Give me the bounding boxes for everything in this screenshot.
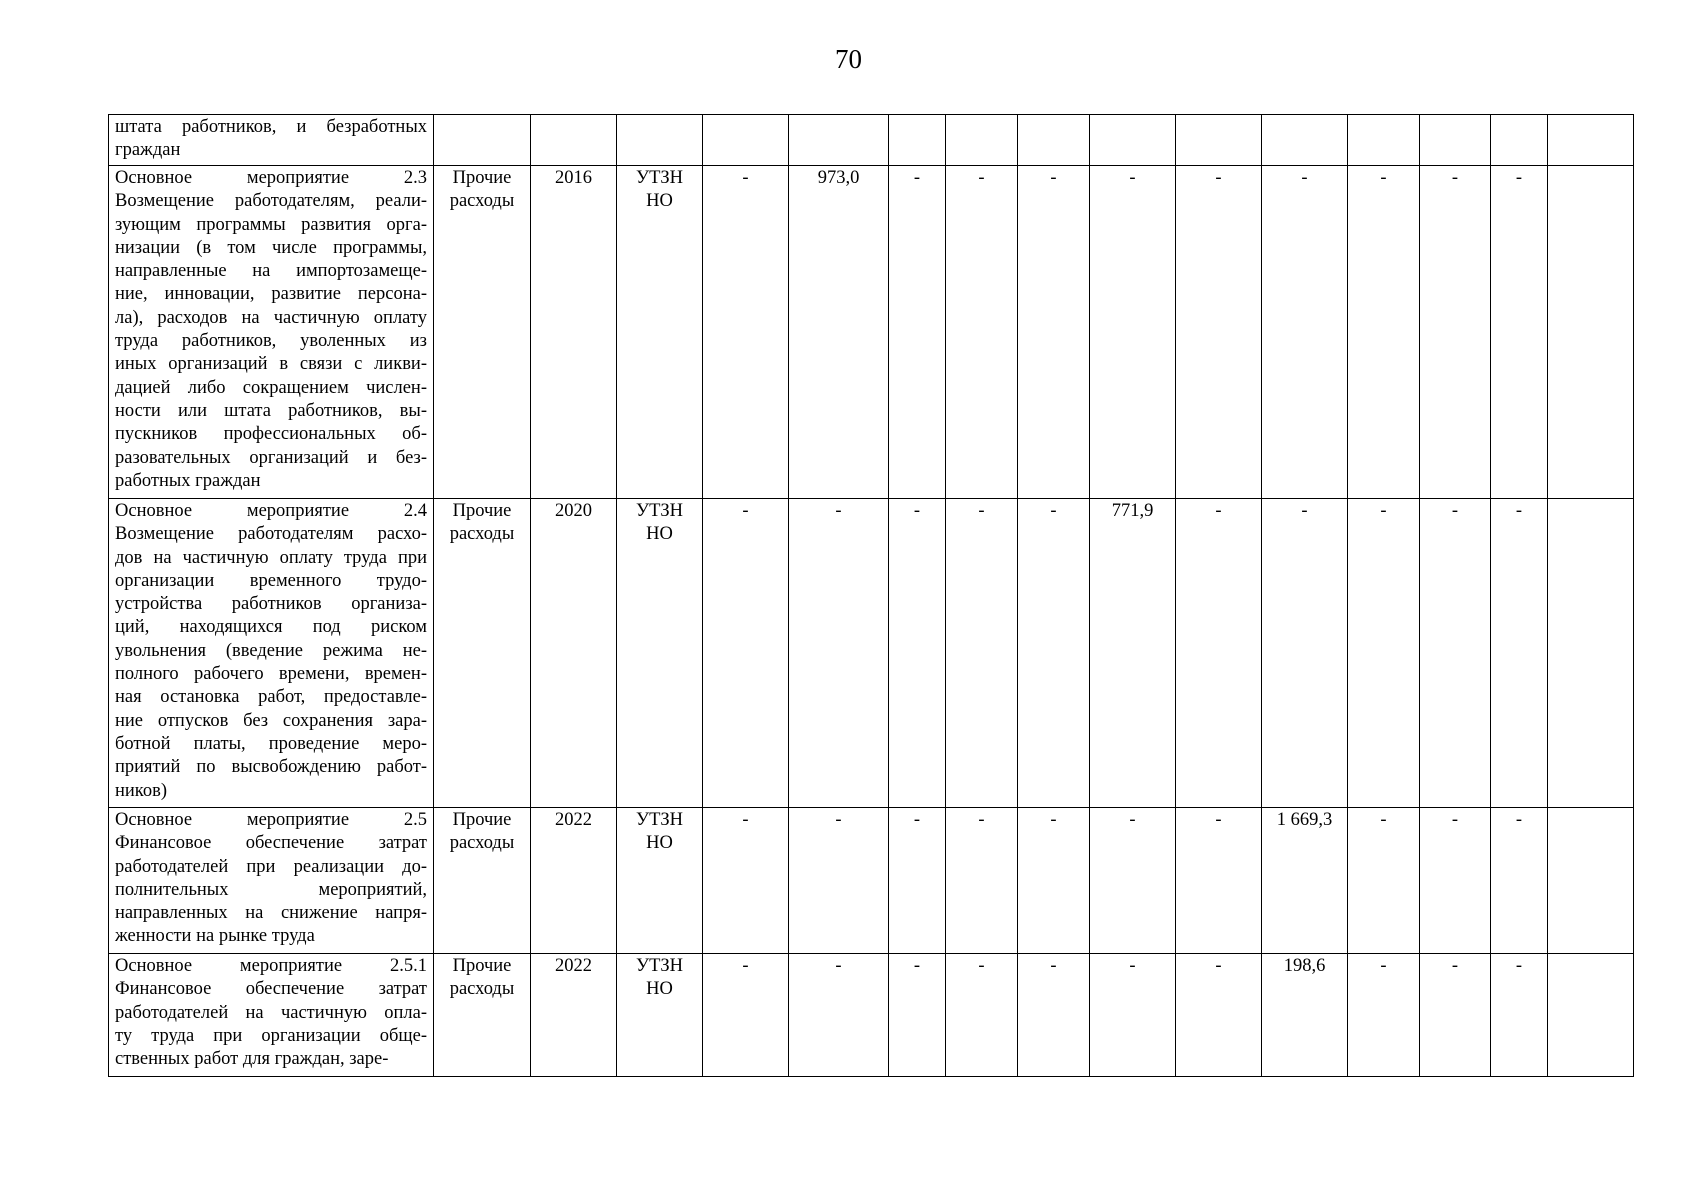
description-line: направленные на импортозамеще- xyxy=(115,261,427,282)
table-row xyxy=(109,808,1634,954)
value-cell: - xyxy=(1018,808,1090,954)
value-cell: - xyxy=(889,954,946,1077)
description-line: Основное мероприятие 2.5.1 xyxy=(115,956,427,976)
value-cell: - xyxy=(703,954,789,1077)
value-cell: - xyxy=(946,808,1018,954)
year-cell xyxy=(531,115,617,166)
value-cell: - xyxy=(946,166,1018,499)
description-line: увольнения (введение режима не- xyxy=(115,640,427,661)
value-cell xyxy=(789,115,889,166)
value-cell: - xyxy=(889,166,946,499)
description-line: ности или штата работников, вы- xyxy=(115,400,427,421)
value-cell: - xyxy=(789,499,889,808)
value-cell: - xyxy=(1420,166,1491,499)
activity-description-cell xyxy=(109,808,434,954)
table-row xyxy=(109,115,1634,166)
value-cell: - xyxy=(1491,808,1548,954)
value-cell: - xyxy=(946,499,1018,808)
description-line: граждан xyxy=(115,140,181,161)
value-cell: - xyxy=(1491,166,1548,499)
value-cell: - xyxy=(1090,954,1176,1077)
description-line: иных организаций в связи с ликви- xyxy=(115,354,427,375)
value-cell: - xyxy=(1420,954,1491,1077)
description-line: Основное мероприятие 2.4 xyxy=(115,501,427,521)
value-cell: - xyxy=(1420,499,1491,808)
description-line: низации (в том числе программы, xyxy=(115,237,427,258)
description-line: направленных на снижение напря- xyxy=(115,903,427,924)
description-line: работных граждан xyxy=(115,470,261,491)
value-cell xyxy=(1348,115,1420,166)
value-cell: - xyxy=(1348,499,1420,808)
value-cell: 771,9 xyxy=(1090,499,1176,808)
value-cell: 1 669,3 xyxy=(1262,808,1348,954)
year-cell: 2022 xyxy=(531,808,617,954)
executor-cell: УТЗН НО xyxy=(617,499,703,808)
value-cell xyxy=(1548,115,1634,166)
value-cell: - xyxy=(946,954,1018,1077)
value-cell xyxy=(1018,115,1090,166)
description-line: труда работников, уволенных из xyxy=(115,331,427,352)
value-cell xyxy=(1420,115,1491,166)
value-cell: - xyxy=(1018,499,1090,808)
program-table xyxy=(108,114,1634,1077)
expense-type-cell: Прочие расходы xyxy=(434,954,531,1077)
description-line: разовательных организаций и без- xyxy=(115,447,427,468)
description-line: ние, инновации, развитие персона- xyxy=(115,284,427,305)
description-line: штата работников, и безработных xyxy=(115,117,427,137)
value-cell xyxy=(946,115,1018,166)
value-cell: - xyxy=(1262,166,1348,499)
value-cell xyxy=(1548,499,1634,808)
description-line: Возмещение работодателям, реали- xyxy=(115,191,427,212)
value-cell xyxy=(1548,166,1634,499)
value-cell: - xyxy=(1348,808,1420,954)
value-cell: - xyxy=(1018,166,1090,499)
value-cell: - xyxy=(1491,954,1548,1077)
description-line: дацией либо сокращением числен- xyxy=(115,377,427,398)
description-line: Финансовое обеспечение затрат xyxy=(115,833,427,854)
value-cell: - xyxy=(1176,499,1262,808)
description-line: Финансовое обеспечение затрат xyxy=(115,979,427,1000)
description-line: приятий по высвобождению работ- xyxy=(115,757,427,778)
executor-cell: УТЗН НО xyxy=(617,954,703,1077)
year-cell: 2020 xyxy=(531,499,617,808)
activity-description-cell xyxy=(109,166,434,499)
activity-description-cell xyxy=(109,499,434,808)
value-cell xyxy=(889,115,946,166)
description-line: Основное мероприятие 2.3 xyxy=(115,168,427,188)
executor-cell: УТЗН НО xyxy=(617,166,703,499)
value-cell: - xyxy=(789,954,889,1077)
description-line: ние отпусков без сохранения зара- xyxy=(115,710,427,731)
executor-cell: УТЗН НО xyxy=(617,808,703,954)
description-line: пускников профессиональных об- xyxy=(115,424,427,445)
description-line: ственных работ для граждан, заре- xyxy=(115,1049,389,1070)
value-cell: - xyxy=(889,499,946,808)
value-cell: - xyxy=(1018,954,1090,1077)
value-cell: - xyxy=(1176,808,1262,954)
value-cell xyxy=(1262,115,1348,166)
description-line: женности на рынке труда xyxy=(115,926,315,947)
value-cell: - xyxy=(703,166,789,499)
description-line: ников) xyxy=(115,780,167,801)
executor-cell xyxy=(617,115,703,166)
description-line: организации временного трудо- xyxy=(115,570,427,591)
value-cell: - xyxy=(1090,808,1176,954)
value-cell xyxy=(1548,954,1634,1077)
year-cell: 2016 xyxy=(531,166,617,499)
activity-description-cell xyxy=(109,954,434,1077)
description-line: ту труда при организации обще- xyxy=(115,1025,427,1046)
value-cell: - xyxy=(1491,499,1548,808)
value-cell: - xyxy=(1176,166,1262,499)
description-line: ций, находящихся под риском xyxy=(115,617,427,638)
value-cell: - xyxy=(889,808,946,954)
value-cell: - xyxy=(703,808,789,954)
page-number: 70 xyxy=(835,44,862,74)
value-cell xyxy=(1176,115,1262,166)
table-row xyxy=(109,499,1634,808)
value-cell xyxy=(1491,115,1548,166)
value-cell: - xyxy=(1348,954,1420,1077)
activity-description-cell xyxy=(109,115,434,166)
description-line: Возмещение работодателям расхо- xyxy=(115,524,427,545)
expense-type-cell: Прочие расходы xyxy=(434,808,531,954)
value-cell: 973,0 xyxy=(789,166,889,499)
year-cell: 2022 xyxy=(531,954,617,1077)
description-line: ная остановка работ, предоставле- xyxy=(115,687,427,708)
value-cell: - xyxy=(1090,166,1176,499)
value-cell: - xyxy=(1262,499,1348,808)
expense-type-cell xyxy=(434,115,531,166)
description-line: зующим программы развития орга- xyxy=(115,214,427,235)
value-cell xyxy=(703,115,789,166)
description-line: работодателей при реализации до- xyxy=(115,856,427,877)
description-line: ботной платы, проведение меро- xyxy=(115,733,427,754)
value-cell: - xyxy=(789,808,889,954)
value-cell: - xyxy=(703,499,789,808)
value-cell xyxy=(1090,115,1176,166)
expense-type-cell: Прочие расходы xyxy=(434,166,531,499)
value-cell: 198,6 xyxy=(1262,954,1348,1077)
expense-type-cell: Прочие расходы xyxy=(434,499,531,808)
value-cell: - xyxy=(1348,166,1420,499)
value-cell xyxy=(1548,808,1634,954)
description-line: ла), расходов на частичную оплату xyxy=(115,307,427,328)
value-cell: - xyxy=(1420,808,1491,954)
description-line: работодателей на частичную опла- xyxy=(115,1002,427,1023)
description-line: Основное мероприятие 2.5 xyxy=(115,810,427,830)
description-line: полнительных мероприятий, xyxy=(115,879,427,900)
table-row xyxy=(109,166,1634,499)
description-line: дов на частичную оплату труда при xyxy=(115,547,427,568)
value-cell: - xyxy=(1176,954,1262,1077)
description-line: полного рабочего времени, времен- xyxy=(115,664,427,685)
table-row xyxy=(109,954,1634,1077)
description-line: устройства работников организа- xyxy=(115,594,427,615)
